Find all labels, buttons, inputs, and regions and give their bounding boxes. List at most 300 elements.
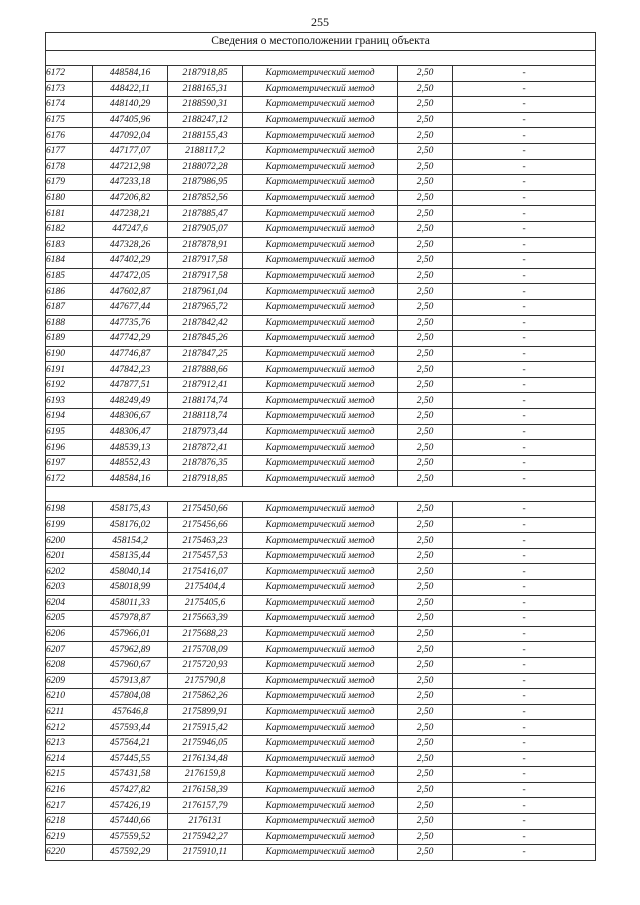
precision-cell: 2,50 bbox=[398, 689, 453, 705]
precision-cell: 2,50 bbox=[398, 813, 453, 829]
description-cell: - bbox=[453, 143, 596, 159]
page-number: 255 bbox=[311, 15, 329, 29]
y-coordinate-cell: 2187847,25 bbox=[168, 346, 243, 362]
point-number-cell: 6175 bbox=[46, 112, 93, 128]
point-number-cell: 6218 bbox=[46, 813, 93, 829]
description-cell: - bbox=[453, 268, 596, 284]
x-coordinate-cell: 447842,23 bbox=[93, 362, 168, 378]
x-coordinate-cell: 457913,87 bbox=[93, 673, 168, 689]
precision-cell: 2,50 bbox=[398, 533, 453, 549]
description-cell: - bbox=[453, 237, 596, 253]
table-row bbox=[46, 517, 596, 533]
table-row bbox=[46, 689, 596, 705]
method-cell: Картометрический метод bbox=[243, 829, 398, 845]
table-row bbox=[46, 190, 596, 206]
method-cell: Картометрический метод bbox=[243, 315, 398, 331]
description-cell: - bbox=[453, 782, 596, 798]
table-row bbox=[46, 673, 596, 689]
method-cell: Картометрический метод bbox=[243, 689, 398, 705]
x-coordinate-cell: 447877,51 bbox=[93, 377, 168, 393]
point-number-cell: 6220 bbox=[46, 845, 93, 861]
method-cell: Картометрический метод bbox=[243, 533, 398, 549]
point-number-cell: 6196 bbox=[46, 440, 93, 456]
precision-cell: 2,50 bbox=[398, 112, 453, 128]
precision-cell: 2,50 bbox=[398, 237, 453, 253]
precision-cell: 2,50 bbox=[398, 299, 453, 315]
precision-cell: 2,50 bbox=[398, 190, 453, 206]
method-cell: Картометрический метод bbox=[243, 253, 398, 269]
method-cell: Картометрический метод bbox=[243, 626, 398, 642]
y-coordinate-cell: 2187961,04 bbox=[168, 284, 243, 300]
method-cell: Картометрический метод bbox=[243, 128, 398, 144]
precision-cell: 2,50 bbox=[398, 97, 453, 113]
precision-cell: 2,50 bbox=[398, 471, 453, 487]
x-coordinate-cell: 457592,29 bbox=[93, 845, 168, 861]
y-coordinate-cell: 2176134,48 bbox=[168, 751, 243, 767]
y-coordinate-cell: 2187842,42 bbox=[168, 315, 243, 331]
point-number-cell: 6197 bbox=[46, 455, 93, 471]
point-number-cell: 6214 bbox=[46, 751, 93, 767]
table-row bbox=[46, 268, 596, 284]
point-number-cell: 6181 bbox=[46, 206, 93, 222]
precision-cell: 2,50 bbox=[398, 409, 453, 425]
x-coordinate-cell: 458011,33 bbox=[93, 595, 168, 611]
method-cell: Картометрический метод bbox=[243, 580, 398, 596]
point-number-cell: 6184 bbox=[46, 253, 93, 269]
method-cell: Картометрический метод bbox=[243, 237, 398, 253]
description-cell: - bbox=[453, 502, 596, 518]
description-cell: - bbox=[453, 362, 596, 378]
x-coordinate-cell: 447472,05 bbox=[93, 268, 168, 284]
point-number-cell: 6194 bbox=[46, 409, 93, 425]
description-cell: - bbox=[453, 689, 596, 705]
y-coordinate-cell: 2188118,74 bbox=[168, 409, 243, 425]
x-coordinate-cell: 448539,13 bbox=[93, 440, 168, 456]
point-number-cell: 6193 bbox=[46, 393, 93, 409]
precision-cell: 2,50 bbox=[398, 346, 453, 362]
point-number-cell: 6205 bbox=[46, 611, 93, 627]
table-row bbox=[46, 331, 596, 347]
y-coordinate-cell: 2187986,95 bbox=[168, 175, 243, 191]
description-cell: - bbox=[453, 580, 596, 596]
description-cell: - bbox=[453, 206, 596, 222]
x-coordinate-cell: 448306,47 bbox=[93, 424, 168, 440]
section-separator-row bbox=[46, 51, 596, 66]
table-row bbox=[46, 237, 596, 253]
table-row bbox=[46, 175, 596, 191]
table-row bbox=[46, 704, 596, 720]
y-coordinate-cell: 2187917,58 bbox=[168, 268, 243, 284]
table-row bbox=[46, 829, 596, 845]
point-number-cell: 6219 bbox=[46, 829, 93, 845]
x-coordinate-cell: 458176,02 bbox=[93, 517, 168, 533]
method-cell: Картометрический метод bbox=[243, 66, 398, 82]
point-number-cell: 6215 bbox=[46, 767, 93, 783]
x-coordinate-cell: 457564,21 bbox=[93, 735, 168, 751]
y-coordinate-cell: 2175405,6 bbox=[168, 595, 243, 611]
method-cell: Картометрический метод bbox=[243, 673, 398, 689]
table-row bbox=[46, 81, 596, 97]
precision-cell: 2,50 bbox=[398, 595, 453, 611]
table-row bbox=[46, 128, 596, 144]
x-coordinate-cell: 447677,44 bbox=[93, 299, 168, 315]
description-cell: - bbox=[453, 128, 596, 144]
description-cell: - bbox=[453, 564, 596, 580]
method-cell: Картометрический метод bbox=[243, 409, 398, 425]
table-row bbox=[46, 97, 596, 113]
point-number-cell: 6199 bbox=[46, 517, 93, 533]
precision-cell: 2,50 bbox=[398, 564, 453, 580]
table-row bbox=[46, 299, 596, 315]
precision-cell: 2,50 bbox=[398, 798, 453, 814]
table-row bbox=[46, 502, 596, 518]
description-cell: - bbox=[453, 829, 596, 845]
x-coordinate-cell: 447247,6 bbox=[93, 221, 168, 237]
y-coordinate-cell: 2175862,26 bbox=[168, 689, 243, 705]
method-cell: Картометрический метод bbox=[243, 642, 398, 658]
description-cell: - bbox=[453, 409, 596, 425]
method-cell: Картометрический метод bbox=[243, 424, 398, 440]
description-cell: - bbox=[453, 331, 596, 347]
method-cell: Картометрический метод bbox=[243, 284, 398, 300]
table-row bbox=[46, 393, 596, 409]
precision-cell: 2,50 bbox=[398, 548, 453, 564]
method-cell: Картометрический метод bbox=[243, 735, 398, 751]
y-coordinate-cell: 2175946,05 bbox=[168, 735, 243, 751]
description-cell: - bbox=[453, 81, 596, 97]
y-coordinate-cell: 2187852,56 bbox=[168, 190, 243, 206]
method-cell: Картометрический метод bbox=[243, 81, 398, 97]
point-number-cell: 6212 bbox=[46, 720, 93, 736]
precision-cell: 2,50 bbox=[398, 440, 453, 456]
point-number-cell: 6208 bbox=[46, 657, 93, 673]
y-coordinate-cell: 2176131 bbox=[168, 813, 243, 829]
table-row bbox=[46, 362, 596, 378]
precision-cell: 2,50 bbox=[398, 66, 453, 82]
x-coordinate-cell: 448422,11 bbox=[93, 81, 168, 97]
point-number-cell: 6173 bbox=[46, 81, 93, 97]
x-coordinate-cell: 457431,58 bbox=[93, 767, 168, 783]
point-number-cell: 6174 bbox=[46, 97, 93, 113]
precision-cell: 2,50 bbox=[398, 829, 453, 845]
method-cell: Картометрический метод bbox=[243, 751, 398, 767]
precision-cell: 2,50 bbox=[398, 626, 453, 642]
x-coordinate-cell: 447092,04 bbox=[93, 128, 168, 144]
point-number-cell: 6178 bbox=[46, 159, 93, 175]
x-coordinate-cell: 448552,43 bbox=[93, 455, 168, 471]
method-cell: Картометрический метод bbox=[243, 346, 398, 362]
method-cell: Картометрический метод bbox=[243, 97, 398, 113]
precision-cell: 2,50 bbox=[398, 657, 453, 673]
y-coordinate-cell: 2176159,8 bbox=[168, 767, 243, 783]
point-number-cell: 6183 bbox=[46, 237, 93, 253]
point-number-cell: 6189 bbox=[46, 331, 93, 347]
point-number-cell: 6211 bbox=[46, 704, 93, 720]
point-number-cell: 6187 bbox=[46, 299, 93, 315]
table-row bbox=[46, 440, 596, 456]
method-cell: Картометрический метод bbox=[243, 268, 398, 284]
y-coordinate-cell: 2188165,31 bbox=[168, 81, 243, 97]
description-cell: - bbox=[453, 159, 596, 175]
precision-cell: 2,50 bbox=[398, 720, 453, 736]
method-cell: Картометрический метод bbox=[243, 845, 398, 861]
table-row bbox=[46, 611, 596, 627]
table-row bbox=[46, 580, 596, 596]
table-title: Сведения о местоположении границ объекта bbox=[46, 33, 596, 51]
precision-cell: 2,50 bbox=[398, 611, 453, 627]
point-number-cell: 6176 bbox=[46, 128, 93, 144]
point-number-cell: 6209 bbox=[46, 673, 93, 689]
precision-cell: 2,50 bbox=[398, 517, 453, 533]
table-row bbox=[46, 112, 596, 128]
x-coordinate-cell: 447742,29 bbox=[93, 331, 168, 347]
method-cell: Картометрический метод bbox=[243, 331, 398, 347]
point-number-cell: 6207 bbox=[46, 642, 93, 658]
description-cell: - bbox=[453, 767, 596, 783]
y-coordinate-cell: 2187917,58 bbox=[168, 253, 243, 269]
precision-cell: 2,50 bbox=[398, 580, 453, 596]
y-coordinate-cell: 2175416,07 bbox=[168, 564, 243, 580]
y-coordinate-cell: 2187845,26 bbox=[168, 331, 243, 347]
method-cell: Картометрический метод bbox=[243, 517, 398, 533]
description-cell: - bbox=[453, 424, 596, 440]
point-number-cell: 6201 bbox=[46, 548, 93, 564]
x-coordinate-cell: 457962,89 bbox=[93, 642, 168, 658]
table-row bbox=[46, 751, 596, 767]
description-cell: - bbox=[453, 346, 596, 362]
table-row bbox=[46, 626, 596, 642]
table-row bbox=[46, 735, 596, 751]
y-coordinate-cell: 2175463,23 bbox=[168, 533, 243, 549]
table-row bbox=[46, 564, 596, 580]
precision-cell: 2,50 bbox=[398, 128, 453, 144]
x-coordinate-cell: 447177,07 bbox=[93, 143, 168, 159]
description-cell: - bbox=[453, 315, 596, 331]
y-coordinate-cell: 2187918,85 bbox=[168, 66, 243, 82]
table-row bbox=[46, 346, 596, 362]
table-row bbox=[46, 424, 596, 440]
x-coordinate-cell: 458018,99 bbox=[93, 580, 168, 596]
precision-cell: 2,50 bbox=[398, 673, 453, 689]
method-cell: Картометрический метод bbox=[243, 564, 398, 580]
precision-cell: 2,50 bbox=[398, 502, 453, 518]
method-cell: Картометрический метод bbox=[243, 782, 398, 798]
section-separator-row bbox=[46, 487, 596, 502]
y-coordinate-cell: 2175790,8 bbox=[168, 673, 243, 689]
method-cell: Картометрический метод bbox=[243, 221, 398, 237]
method-cell: Картометрический метод bbox=[243, 595, 398, 611]
description-cell: - bbox=[453, 175, 596, 191]
precision-cell: 2,50 bbox=[398, 284, 453, 300]
x-coordinate-cell: 458135,44 bbox=[93, 548, 168, 564]
precision-cell: 2,50 bbox=[398, 424, 453, 440]
y-coordinate-cell: 2187872,41 bbox=[168, 440, 243, 456]
description-cell: - bbox=[453, 720, 596, 736]
table-row bbox=[46, 720, 596, 736]
y-coordinate-cell: 2188072,28 bbox=[168, 159, 243, 175]
point-number-cell: 6217 bbox=[46, 798, 93, 814]
method-cell: Картометрический метод bbox=[243, 798, 398, 814]
x-coordinate-cell: 457440,66 bbox=[93, 813, 168, 829]
x-coordinate-cell: 457593,44 bbox=[93, 720, 168, 736]
precision-cell: 2,50 bbox=[398, 704, 453, 720]
description-cell: - bbox=[453, 611, 596, 627]
x-coordinate-cell: 457978,87 bbox=[93, 611, 168, 627]
x-coordinate-cell: 447602,87 bbox=[93, 284, 168, 300]
table-row bbox=[46, 798, 596, 814]
precision-cell: 2,50 bbox=[398, 221, 453, 237]
description-cell: - bbox=[453, 455, 596, 471]
description-cell: - bbox=[453, 221, 596, 237]
method-cell: Картометрический метод bbox=[243, 471, 398, 487]
x-coordinate-cell: 457445,55 bbox=[93, 751, 168, 767]
y-coordinate-cell: 2188155,43 bbox=[168, 128, 243, 144]
point-number-cell: 6172 bbox=[46, 66, 93, 82]
description-cell: - bbox=[453, 471, 596, 487]
method-cell: Картометрический метод bbox=[243, 190, 398, 206]
method-cell: Картометрический метод bbox=[243, 299, 398, 315]
table-row bbox=[46, 315, 596, 331]
y-coordinate-cell: 2187965,72 bbox=[168, 299, 243, 315]
table-body bbox=[46, 33, 596, 861]
description-cell: - bbox=[453, 253, 596, 269]
description-cell: - bbox=[453, 642, 596, 658]
precision-cell: 2,50 bbox=[398, 143, 453, 159]
description-cell: - bbox=[453, 813, 596, 829]
point-number-cell: 6204 bbox=[46, 595, 93, 611]
point-number-cell: 6182 bbox=[46, 221, 93, 237]
y-coordinate-cell: 2187918,85 bbox=[168, 471, 243, 487]
table-row bbox=[46, 782, 596, 798]
method-cell: Картометрический метод bbox=[243, 393, 398, 409]
description-cell: - bbox=[453, 97, 596, 113]
table-row bbox=[46, 548, 596, 564]
precision-cell: 2,50 bbox=[398, 206, 453, 222]
method-cell: Картометрический метод bbox=[243, 611, 398, 627]
point-number-cell: 6179 bbox=[46, 175, 93, 191]
description-cell: - bbox=[453, 190, 596, 206]
x-coordinate-cell: 447238,21 bbox=[93, 206, 168, 222]
x-coordinate-cell: 448584,16 bbox=[93, 66, 168, 82]
y-coordinate-cell: 2175688,23 bbox=[168, 626, 243, 642]
point-number-cell: 6192 bbox=[46, 377, 93, 393]
precision-cell: 2,50 bbox=[398, 315, 453, 331]
y-coordinate-cell: 2188247,12 bbox=[168, 112, 243, 128]
point-number-cell: 6198 bbox=[46, 502, 93, 518]
y-coordinate-cell: 2187885,47 bbox=[168, 206, 243, 222]
method-cell: Картометрический метод bbox=[243, 548, 398, 564]
x-coordinate-cell: 457966,01 bbox=[93, 626, 168, 642]
precision-cell: 2,50 bbox=[398, 393, 453, 409]
x-coordinate-cell: 458040,14 bbox=[93, 564, 168, 580]
x-coordinate-cell: 447405,96 bbox=[93, 112, 168, 128]
x-coordinate-cell: 448140,29 bbox=[93, 97, 168, 113]
y-coordinate-cell: 2175720,93 bbox=[168, 657, 243, 673]
x-coordinate-cell: 457804,08 bbox=[93, 689, 168, 705]
x-coordinate-cell: 458154,2 bbox=[93, 533, 168, 549]
method-cell: Картометрический метод bbox=[243, 502, 398, 518]
description-cell: - bbox=[453, 595, 596, 611]
precision-cell: 2,50 bbox=[398, 362, 453, 378]
x-coordinate-cell: 457427,82 bbox=[93, 782, 168, 798]
y-coordinate-cell: 2175910,11 bbox=[168, 845, 243, 861]
table-row bbox=[46, 595, 596, 611]
description-cell: - bbox=[453, 673, 596, 689]
section-separator bbox=[46, 487, 596, 502]
point-number-cell: 6210 bbox=[46, 689, 93, 705]
table-row bbox=[46, 284, 596, 300]
x-coordinate-cell: 447328,26 bbox=[93, 237, 168, 253]
table-row bbox=[46, 377, 596, 393]
point-number-cell: 6213 bbox=[46, 735, 93, 751]
y-coordinate-cell: 2188174,74 bbox=[168, 393, 243, 409]
y-coordinate-cell: 2175942,27 bbox=[168, 829, 243, 845]
method-cell: Картометрический метод bbox=[243, 704, 398, 720]
description-cell: - bbox=[453, 704, 596, 720]
table-title-row bbox=[46, 33, 596, 51]
y-coordinate-cell: 2187878,91 bbox=[168, 237, 243, 253]
method-cell: Картометрический метод bbox=[243, 159, 398, 175]
y-coordinate-cell: 2187912,41 bbox=[168, 377, 243, 393]
precision-cell: 2,50 bbox=[398, 377, 453, 393]
method-cell: Картометрический метод bbox=[243, 813, 398, 829]
point-number-cell: 6216 bbox=[46, 782, 93, 798]
description-cell: - bbox=[453, 751, 596, 767]
description-cell: - bbox=[453, 548, 596, 564]
description-cell: - bbox=[453, 798, 596, 814]
precision-cell: 2,50 bbox=[398, 81, 453, 97]
x-coordinate-cell: 457960,67 bbox=[93, 657, 168, 673]
y-coordinate-cell: 2175663,39 bbox=[168, 611, 243, 627]
point-number-cell: 6186 bbox=[46, 284, 93, 300]
point-number-cell: 6200 bbox=[46, 533, 93, 549]
point-number-cell: 6172 bbox=[46, 471, 93, 487]
point-number-cell: 6195 bbox=[46, 424, 93, 440]
method-cell: Картометрический метод bbox=[243, 720, 398, 736]
point-number-cell: 6190 bbox=[46, 346, 93, 362]
table-row bbox=[46, 533, 596, 549]
point-number-cell: 6206 bbox=[46, 626, 93, 642]
description-cell: - bbox=[453, 657, 596, 673]
table-row bbox=[46, 206, 596, 222]
precision-cell: 2,50 bbox=[398, 782, 453, 798]
method-cell: Картометрический метод bbox=[243, 112, 398, 128]
y-coordinate-cell: 2175450,66 bbox=[168, 502, 243, 518]
point-number-cell: 6191 bbox=[46, 362, 93, 378]
precision-cell: 2,50 bbox=[398, 159, 453, 175]
method-cell: Картометрический метод bbox=[243, 767, 398, 783]
description-cell: - bbox=[453, 845, 596, 861]
method-cell: Картометрический метод bbox=[243, 175, 398, 191]
y-coordinate-cell: 2188117,2 bbox=[168, 143, 243, 159]
table-row bbox=[46, 845, 596, 861]
x-coordinate-cell: 457646,8 bbox=[93, 704, 168, 720]
x-coordinate-cell: 448306,67 bbox=[93, 409, 168, 425]
point-number-cell: 6177 bbox=[46, 143, 93, 159]
point-number-cell: 6185 bbox=[46, 268, 93, 284]
y-coordinate-cell: 2175899,91 bbox=[168, 704, 243, 720]
method-cell: Картометрический метод bbox=[243, 206, 398, 222]
table-row bbox=[46, 471, 596, 487]
x-coordinate-cell: 447212,98 bbox=[93, 159, 168, 175]
point-number-cell: 6188 bbox=[46, 315, 93, 331]
section-separator bbox=[46, 51, 596, 66]
method-cell: Картометрический метод bbox=[243, 455, 398, 471]
table-row bbox=[46, 409, 596, 425]
point-number-cell: 6180 bbox=[46, 190, 93, 206]
description-cell: - bbox=[453, 299, 596, 315]
method-cell: Картометрический метод bbox=[243, 143, 398, 159]
